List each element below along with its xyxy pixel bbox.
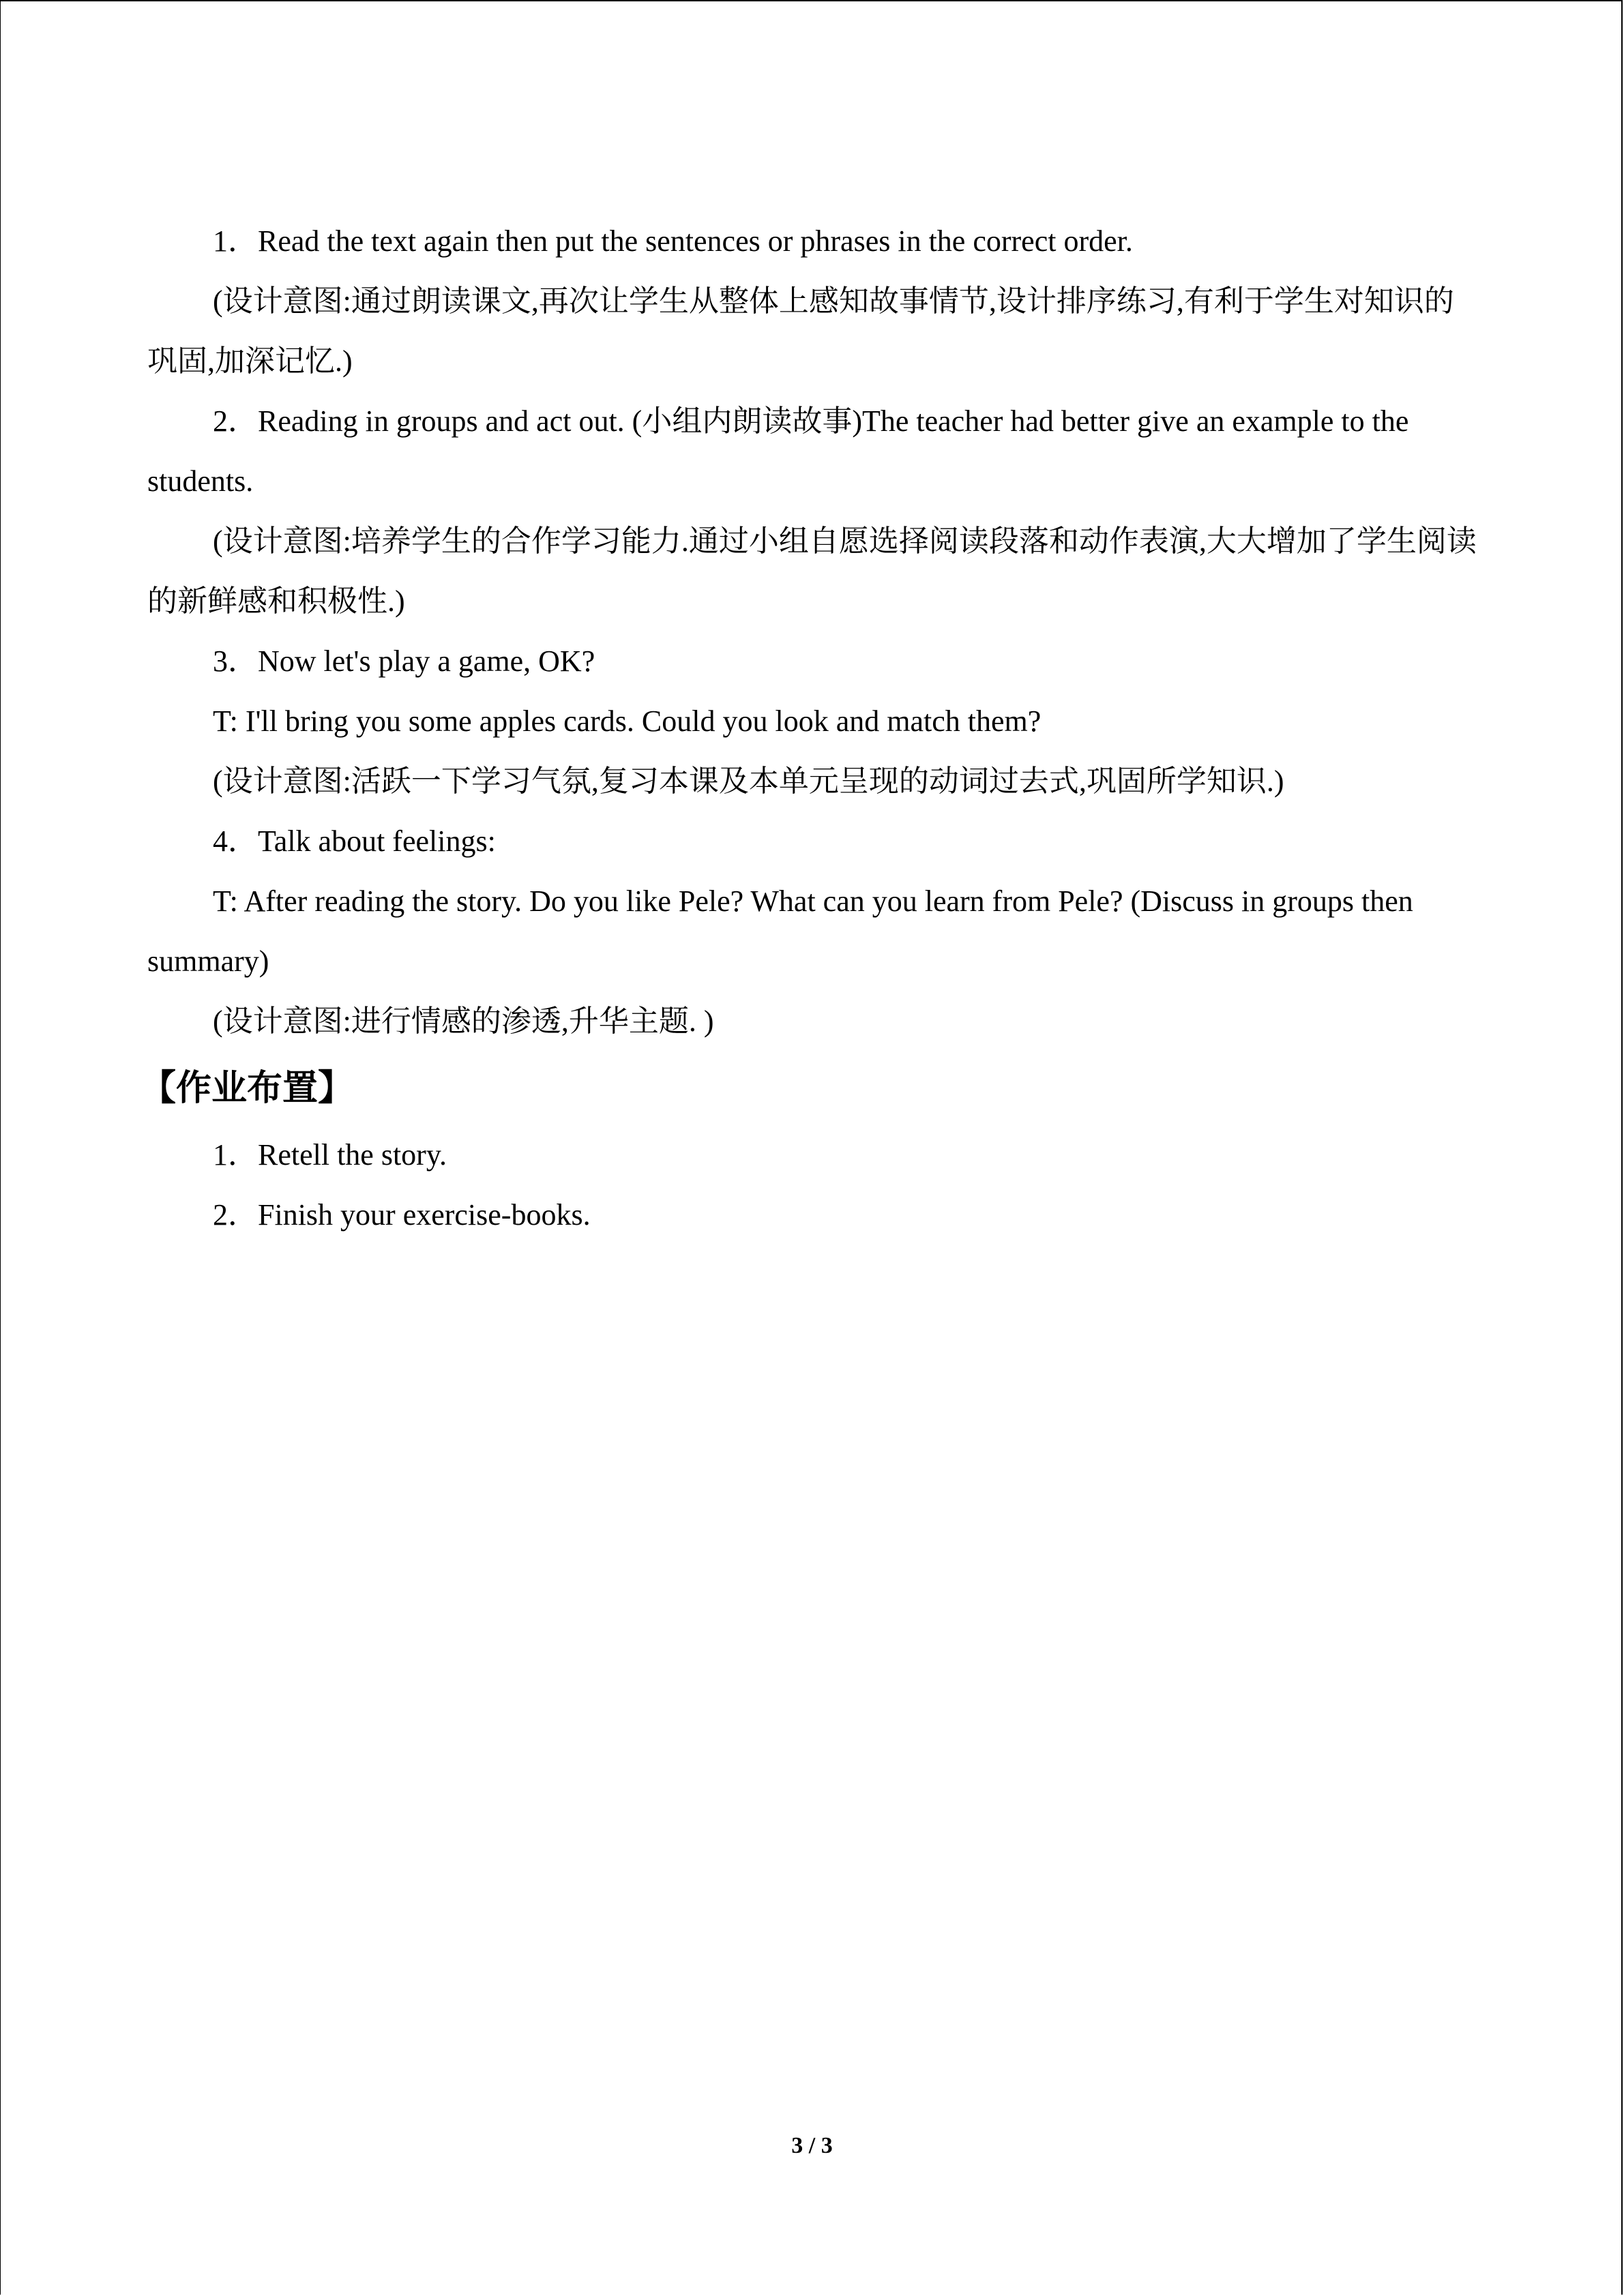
- paragraph-step-1: 1．Read the text again then put the sentences or phrases in the correct order.: [213, 224, 1133, 258]
- document-body: [141, 211, 1477, 1245]
- homework-item-2: 2．Finish your exercise-books.: [213, 1198, 591, 1232]
- paragraph-teacher-line-1: T: I'll bring you some apples cards. Could you look and match them?: [213, 704, 1042, 738]
- paragraph-step-4: 4．Talk about feelings:: [213, 824, 496, 858]
- paragraph-design-intent-2: (设计意图:培养学生的合作学习能力.通过小组自愿选择阅读段落和动作表演,大大增加了学生阅读的新鲜感和积极性.): [147, 524, 1477, 618]
- paragraph-step-2: 2．Reading in groups and act out. (小组内朗读故事)The teacher had better give an example to the students.: [147, 404, 1409, 498]
- paragraph-design-intent-4: (设计意图:进行情感的渗透,升华主题. ): [213, 1004, 714, 1038]
- paragraph-teacher-line-2: T: After reading the story. Do you like Pele? What can you learn from Pele? (Discuss in groups then summary): [147, 884, 1413, 978]
- paragraph-step-3: 3．Now let's play a game, OK?: [213, 644, 595, 678]
- paragraph-design-intent-3: (设计意图:活跃一下学习气氛,复习本课及本单元呈现的动词过去式,巩固所学知识.): [213, 764, 1284, 798]
- page-number: 3 / 3: [791, 2133, 833, 2158]
- paragraph-design-intent-1: (设计意图:通过朗读课文,再次让学生从整体上感知故事情节,设计排序练习,有利于学生对知识的巩固,加深记忆.): [147, 284, 1454, 378]
- homework-item-1: 1．Retell the story.: [213, 1138, 447, 1172]
- homework-heading: 【作业布置】: [141, 1068, 354, 1109]
